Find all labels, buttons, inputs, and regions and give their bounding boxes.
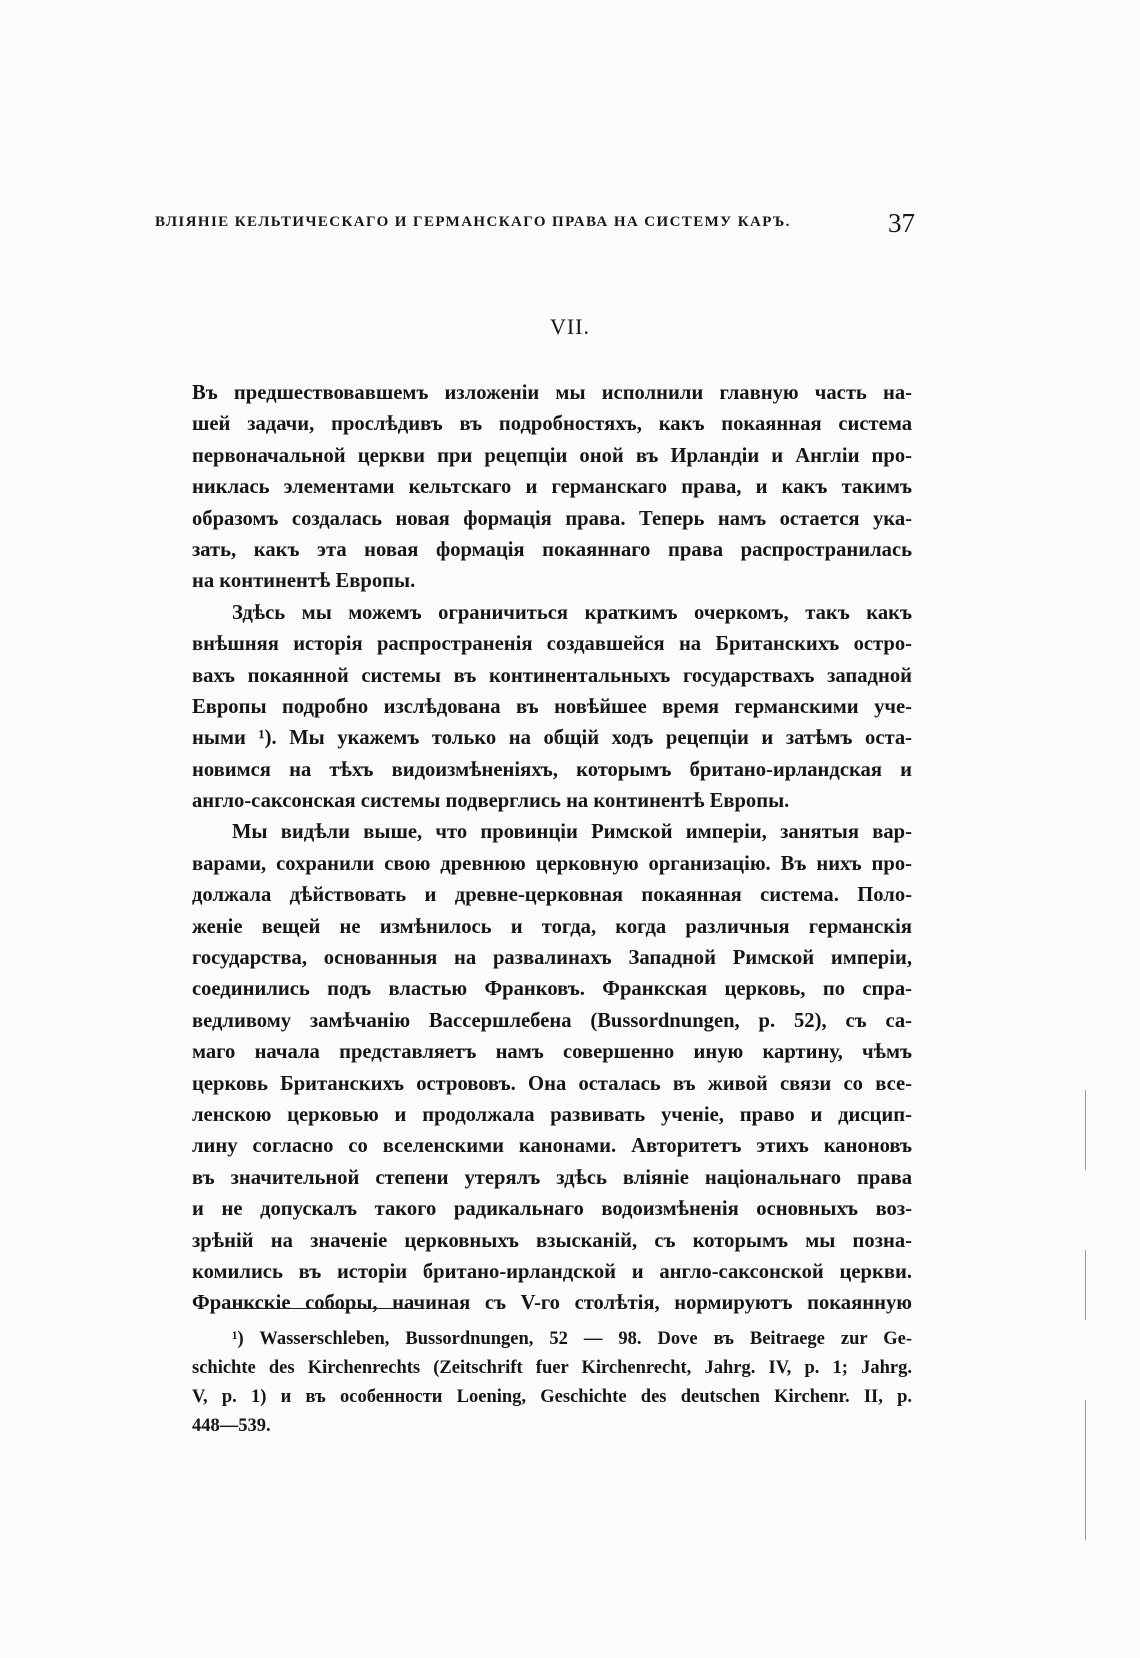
footnote-line: schichte des Kirchenrechts (Zeitschrift fuer Kirchenrecht, Jahrg. IV, p. 1; Jahrg. (192, 1358, 912, 1378)
text-line: въ значительной степени утерялъ здѣсь вліяніе національнаго права (192, 1166, 912, 1189)
text-line: зрѣній на значеніе церковныхъ взысканій, съ которымъ мы позна- (192, 1229, 912, 1252)
text-line: новимся на тѣхъ видоизмѣненіяхъ, которымъ британо-ирландская и (192, 758, 912, 781)
text-line: Европы подробно изслѣдована въ новѣйшее время германскими уче- (192, 695, 912, 718)
text-line: на континентѣ Европы. (192, 570, 416, 593)
text-line: варами, сохранили свою древнюю церковную организацію. Въ нихъ про- (192, 852, 912, 875)
scan-edge-mark (1085, 1090, 1086, 1170)
running-head (155, 208, 915, 244)
footnote-line: 448—539. (192, 1416, 271, 1436)
text-line: и не допускалъ такого радикальнаго водоизмѣненія основныхъ воз- (192, 1198, 912, 1221)
text-line: церковь Британскихъ острововъ. Она осталась въ живой связи со все- (192, 1072, 912, 1095)
page-number: 37 (888, 208, 915, 238)
text-line: должала дѣйствовать и древне-церковная покаянная система. Поло- (192, 884, 912, 907)
text-line: Мы видѣли выше, что провинціи Римской имперіи, занятыя вар- (232, 821, 912, 844)
text-line: внѣшняя исторія распространенія создавшейся на Британскихъ остро- (192, 633, 912, 656)
text-line: образомъ создалась новая формація права. Теперь намъ остается ука- (192, 507, 912, 530)
footnote-divider (230, 1308, 420, 1309)
text-line: лину согласно со вселенскими канонами. Авторитетъ этихъ каноновъ (192, 1135, 912, 1158)
text-line: ленскою церковью и продолжала развивать ученіе, право и дисцип- (192, 1103, 912, 1126)
text-line: маго начала представляетъ намъ совершенно иную картину, чѣмъ (192, 1041, 912, 1064)
text-line: первоначальной церкви при рецепціи оной въ Ирландіи и Англіи про- (192, 444, 912, 467)
text-line: вахъ покаянной системы въ континентальныхъ государствахъ западной (192, 664, 912, 687)
text-line: соединились подъ властью Франковъ. Франкская церковь, по спра- (192, 978, 912, 1001)
text-line: Франкскіе соборы, начиная съ V-го столѣтія, нормируютъ покаянную (192, 1292, 912, 1315)
text-line: государства, основанныя на развалинахъ Западной Римской имперіи, (192, 947, 912, 970)
footnote-line: ¹) Wasserschleben, Bussordnungen, 52 — 98. Dove въ Beitraege zur Ge- (232, 1329, 912, 1349)
running-title: ВЛІЯНІЕ КЕЛЬТИЧЕСКАГО И ГЕРМАНСКАГО ПРАВА НА СИСТЕМУ КАРЪ. (155, 214, 791, 230)
text-line: комились въ исторіи британо-ирландской и англо-саксонской церкви. (192, 1260, 912, 1283)
text-line: Въ предшествовавшемъ изложеніи мы исполнили главную часть на- (192, 382, 912, 404)
text-line: ными ¹). Мы укажемъ только на общій ходъ рецепціи и затѣмъ оста- (192, 727, 912, 750)
text-line: женіе вещей не измѣнилось и тогда, когда различныя германскія (192, 915, 912, 938)
body-text (192, 378, 912, 1320)
text-line: зать, какъ эта новая формація покаяннаго права распространилась (192, 538, 912, 561)
text-line: шей задачи, прослѣдивъ въ подробностяхъ, какъ покаянная система (192, 413, 912, 436)
text-line: Здѣсь мы можемъ ограничиться краткимъ очеркомъ, такъ какъ (232, 601, 912, 624)
text-line: ведливому замѣчанію Вассершлебена (Bussordnungen, p. 52), съ са- (192, 1009, 912, 1032)
text-line: англо-саксонская системы подверглись на континентѣ Европы. (192, 790, 790, 813)
text-line: никлась элементами кельтскаго и германскаго права, и какъ такимъ (192, 476, 912, 499)
scan-edge-mark (1085, 1400, 1086, 1540)
footnote-line: V, p. 1) и въ особенности Loening, Geschichte des deutschen Kirchenr. II, p. (192, 1387, 912, 1407)
scan-edge-mark (1085, 1250, 1086, 1320)
section-number: VII. (549, 314, 591, 339)
footnotes (192, 1325, 912, 1441)
